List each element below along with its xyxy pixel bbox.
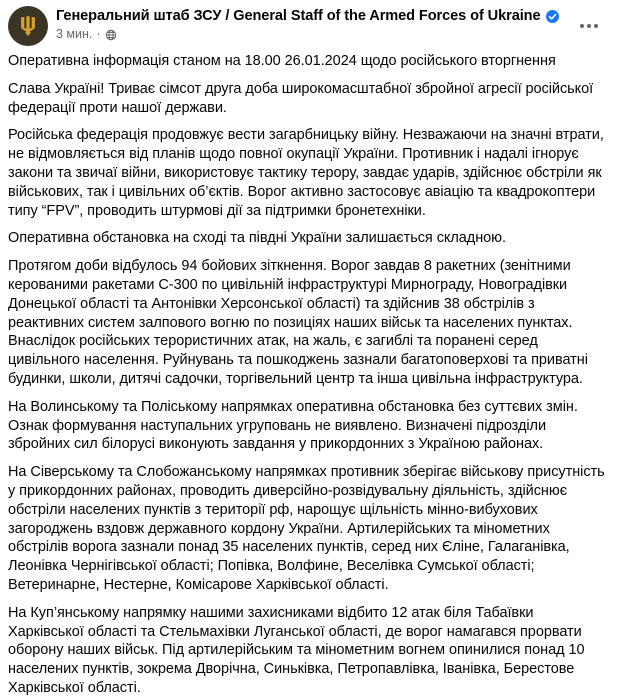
page-name-link[interactable]: Генеральний штаб ЗСУ / General Staff of the Armed Forces of Ukraine [56,8,541,24]
trident-icon [15,13,41,39]
post-meta-row [56,27,611,41]
author-name-row [56,8,611,24]
post-paragraph: Слава Україні! Триває сімсот друга доба широкомасштабної збройної агресії російської федерації проти нашої держави. [8,80,594,116]
post-body [0,52,619,698]
post-paragraph: Оперативна інформація станом на 18.00 26.01.2024 щодо російського вторгнення [8,53,556,69]
verified-badge-icon [546,10,559,23]
page-avatar[interactable] [8,6,48,46]
post-paragraph: На Куп’янському напрямку нашими захисниками відбито 12 атак біля Табаївки Харківської області та Стельмахівки Луганської області, де ворог намагався прорвати оборону наших військ. Під артилерійським та мінометним вогнем опинилися понад 10 населених пунктів, зокрема Дворічна, Синьківка, Петропавлівка, Іванівка, Берестове Харківської області. [8,604,585,696]
globe-privacy-icon [105,29,117,41]
post-paragraph: На Сіверському та Слобожанському напрямках противник зберігає військову присутність у прикордонних районах, проводить диверсійно-розвідувальну діяльність, здійснює обстріли населених пунктів з території рф, нарощує щільність мінно-вибухових загороджень вздовж державного кордону України. Артилерійських та мінометних обстрілів ворога зазнали понад 35 населених пунктів, серед них Єліне, Галаганівка, Леонівка Чернігівської області; Попівка, Волфине, Веселівка Сумської області; Ветеринарне, Нестерне, Комісарове Харківської області. [8,464,605,593]
post-paragraph: Оперативна обстановка на сході та півдні України залишається складною. [8,230,506,247]
post-paragraph: Російська федерація продовжує вести загарбницьку війну. Незважаючи на значні втрати, не відмовляється від планів щодо повної окупації України. Противник і надалі ігнорує закони та звичаї війни, використовує тактику терору, завдає ударів, здійснює обстріли як військових, так і цивільних об’єктів. Ворог активно застосовує авіацію та квадрокоптери типу “FPV”, проводить штурмові дії за підтримки бронетехніки. [8,127,604,219]
meta-separator: · [96,27,101,41]
post-paragraph: На Волинському та Поліському напрямках оперативна обстановка без суттєвих змін. Ознак формування наступальних угруповань не виявлено. Визначені підрозділи збройних сил білорусі виконують завдання у прикордонних з Україною районах. [8,398,578,453]
post-timestamp[interactable]: 3 мин. [56,27,93,41]
post-paragraph: Протягом доби відбулось 94 бойових зіткнення. Ворог завдав 8 ракетних (зенітними керованими ракетами С-300 по цивільній інфраструктурі Мирнограду, Новоградівки Донецької області та Антонівки Херсонської області) та здійснив 38 обстрілів з реактивних систем залпового вогню по позиціях наших військ та населених пунктах. Внаслідок російських терористичних атак, на жаль, є загиблі та поранені серед цивільного населення. Руйнувань та пошкоджень зазнали багатоповерхові та приватні будинки, школи, дитячі садочки, торгівельний центр та інша цивільна інфраструктура. [8,258,588,387]
ellipsis-icon [579,23,599,29]
post-menu-button[interactable] [573,14,605,38]
post-header [0,0,619,48]
post-author-block [56,6,611,41]
